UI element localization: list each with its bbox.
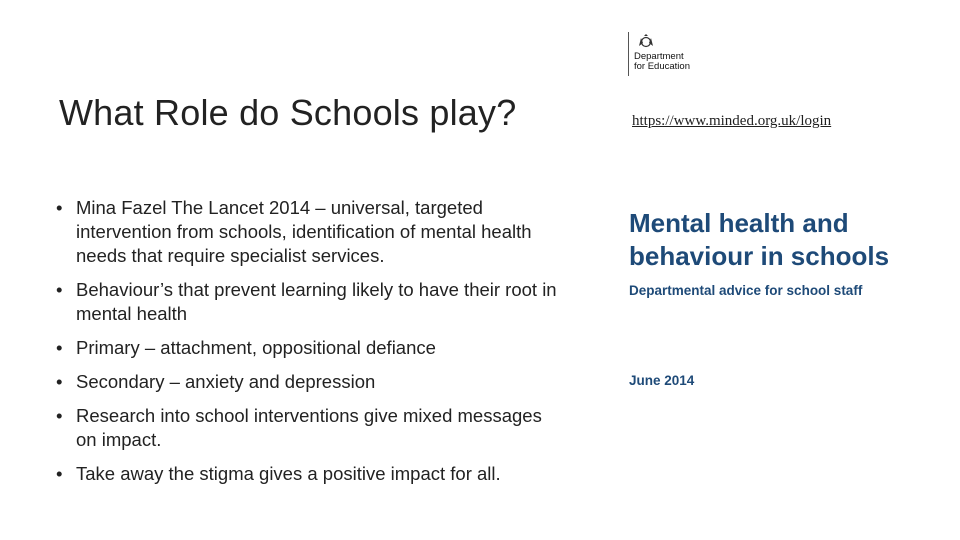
bullet-item: • Behaviour’s that prevent learning likely to have their root in mental health (55, 278, 565, 326)
minded-login-link[interactable]: https://www.minded.org.uk/login (632, 113, 832, 129)
publication-title-line-2: behaviour in schools (629, 241, 890, 271)
publication-subtitle: Departmental advice for school staff (629, 283, 863, 298)
bullet-item: • Primary – attachment, oppositional defiance (55, 336, 565, 360)
department-for-education-logo (628, 32, 708, 76)
logo-line-2: for Education (634, 61, 690, 72)
slide-title: What Role do Schools play? (59, 92, 517, 133)
bullet-item: • Mina Fazel The Lancet 2014 – universal, targeted intervention from schools, identification of mental health needs that require specialist services. (55, 196, 565, 268)
bullet-item: • Take away the stigma gives a positive impact for all. (55, 462, 565, 486)
royal-crest-icon (636, 34, 656, 50)
publication-date: June 2014 (629, 373, 695, 388)
bullet-item: • Secondary – anxiety and depression (55, 370, 565, 394)
bullet-list (55, 196, 565, 496)
publication-title (629, 207, 889, 273)
publication-title-line-1: Mental health and (629, 208, 849, 238)
bullet-item: • Research into school interventions give mixed messages on impact. (55, 404, 565, 452)
logo-line-1: Department (634, 51, 684, 62)
